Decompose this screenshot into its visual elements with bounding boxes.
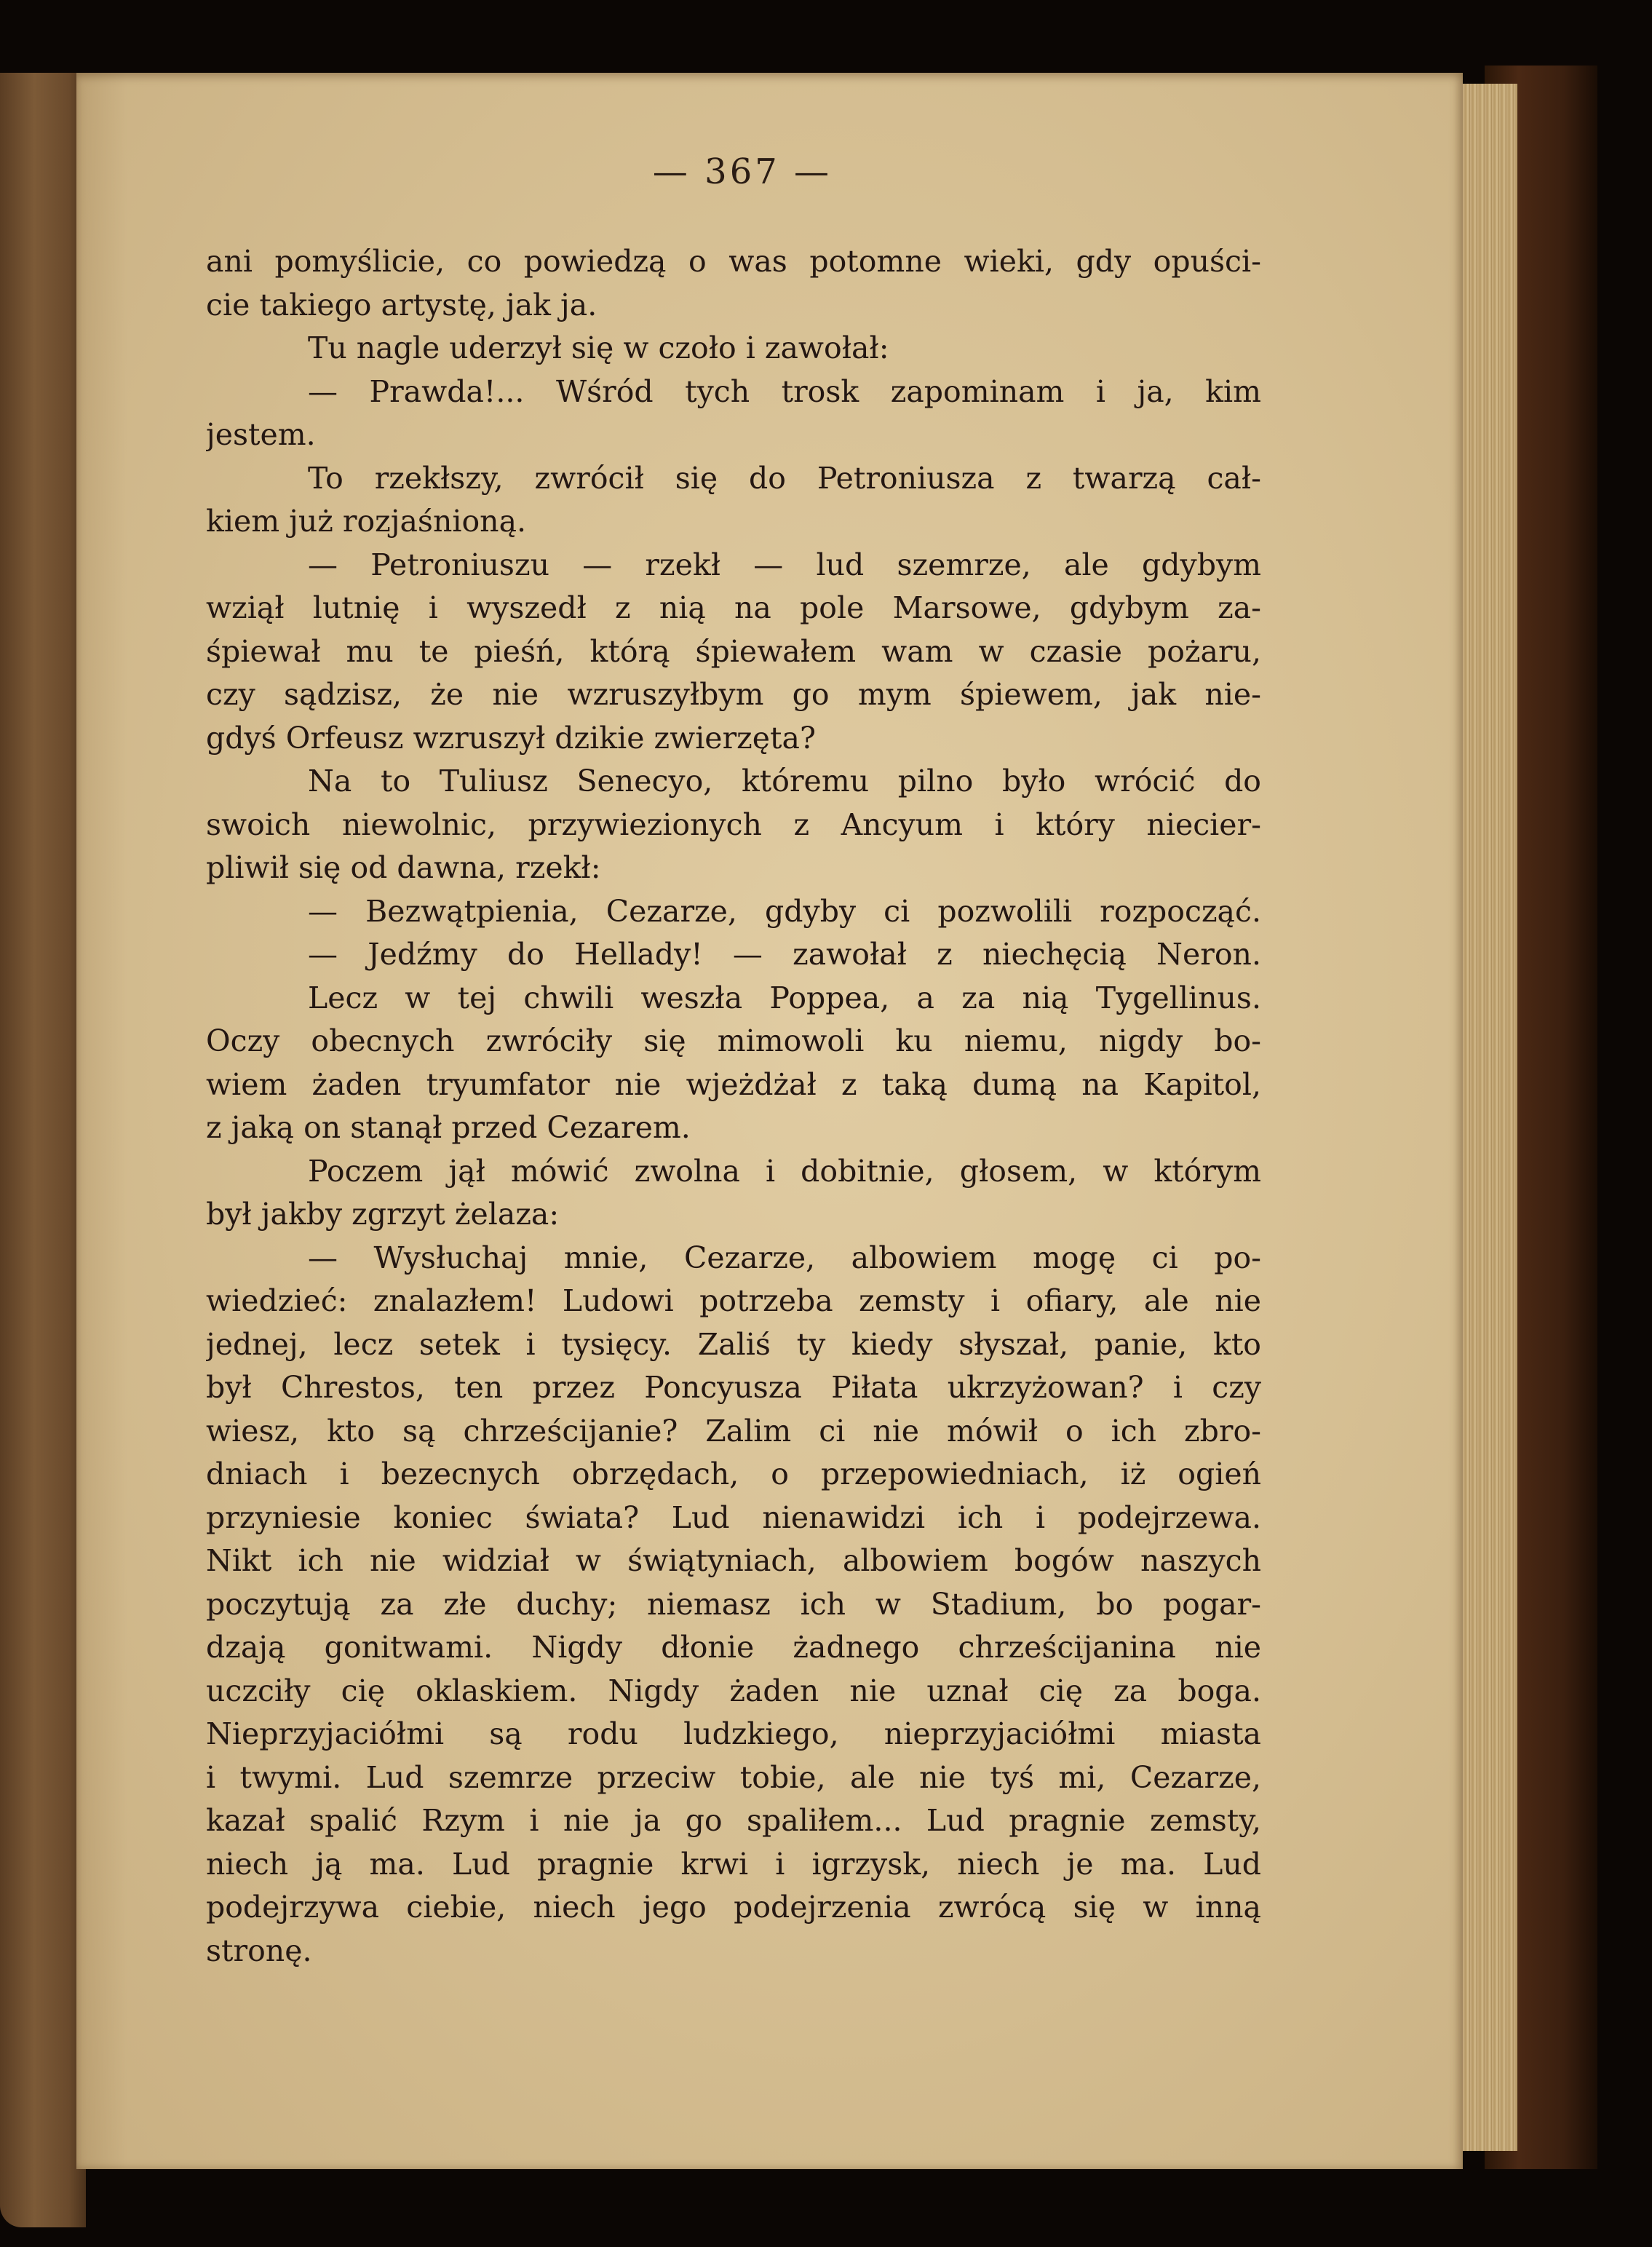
text-line: ani pomyślicie, co powiedzą o was potomne wieki, gdy opuści- <box>206 244 1261 279</box>
page-number: — 367 — <box>652 151 833 192</box>
text-line: kiem już rozjaśnioną. <box>206 504 527 539</box>
text-line: uczciły cię oklaskiem. Nigdy żaden nie uznał cię za boga. <box>206 1673 1261 1708</box>
text-line: Lecz w tej chwili weszła Poppea, a za nią Tygellinus. <box>308 980 1261 1015</box>
text-line: Na to Tuliusz Senecyo, któremu pilno było wrócić do <box>308 764 1261 798</box>
text-line: jednej, lecz setek i tysięcy. Zaliś ty kiedy słyszał, panie, kto <box>206 1326 1261 1362</box>
text-line: Nieprzyjaciółmi są rodu ludzkiego, nieprzyjaciółmi miasta <box>206 1716 1261 1751</box>
text-line: — Petroniuszu — rzekł — lud szemrze, ale gdybym <box>308 547 1261 582</box>
text-line: wiem żaden tryumfator nie wjeżdżał z taką dumą na Kapitol, <box>206 1066 1261 1102</box>
text-line: wiedzieć: znalazłem! Ludowi potrzeba zemsty i ofiary, ale nie <box>206 1283 1261 1318</box>
text-line: był jakby zgrzyt żelaza: <box>206 1197 560 1232</box>
text-line: niech ją ma. Lud pragnie krwi i igrzysk, niech je ma. Lud <box>206 1846 1261 1882</box>
text-line: dzają gonitwami. Nigdy dłonie żadnego chrześcijanina nie <box>206 1630 1261 1665</box>
text-line: — Bezwątpienia, Cezarze, gdyby ci pozwolili rozpocząć. <box>308 893 1261 929</box>
text-line: Tu nagle uderzył się w czoło i zawołał: <box>308 330 889 365</box>
text-line: — Jedźmy do Hellady! — zawołał z niechęcią Neron. <box>308 937 1261 972</box>
body-text <box>206 240 1261 1973</box>
text-line: — Prawda!... Wśród tych trosk zapominam i ja, kim <box>308 373 1261 409</box>
text-line: Poczem jął mówić zwolna i dobitnie, głosem, w którym <box>308 1153 1261 1189</box>
text-line: dniach i bezecnych obrzędach, o przepowiedniach, iż ogień <box>206 1457 1261 1491</box>
text-line: kazał spalić Rzym i nie ja go spaliłem... Lud pragnie zemsty, <box>206 1803 1261 1838</box>
text-line: Nikt ich nie widział w świątyniach, albowiem bogów naszych <box>206 1543 1261 1578</box>
text-line: cie takiego artystę, jak ja. <box>206 287 597 322</box>
text-line: poczytują za złe duchy; niemasz ich w Stadium, bo pogar- <box>206 1586 1261 1622</box>
text-line: wiesz, kto są chrześcijanie? Zalim ci nie mówił o ich zbro- <box>206 1413 1261 1449</box>
text-line: stronę. <box>206 1933 312 1968</box>
text-line: pliwił się od dawna, rzekł: <box>206 850 601 885</box>
text-line: — Wysłuchaj mnie, Cezarze, albowiem mogę ci po- <box>308 1240 1261 1275</box>
text-line: gdyś Orfeusz wzruszył dzikie zwierzęta? <box>206 720 816 756</box>
left-cover-edge <box>0 73 86 2227</box>
text-line: czy sądzisz, że nie wzruszyłbym go mym śpiewem, jak nie- <box>206 677 1261 712</box>
text-line: To rzekłszy, zwrócił się do Petroniusza z twarzą cał- <box>308 460 1261 496</box>
text-line: był Chrestos, ten przez Poncyusza Piłata ukrzyżowan? i czy <box>206 1370 1261 1405</box>
text-line: śpiewał mu te pieśń, którą śpiewałem wam w czasie pożaru, <box>206 633 1261 669</box>
text-line: wziął lutnię i wyszedł z nią na pole Marsowe, gdybym za- <box>206 590 1261 625</box>
text-line: przyniesie koniec świata? Lud nienawidzi ich i podejrzewa. <box>206 1499 1261 1535</box>
text-line: swoich niewolnic, przywiezionych z Ancyum i który niecier- <box>206 807 1261 842</box>
text-line: i twymi. Lud szemrze przeciw tobie, ale nie tyś mi, Cezarze, <box>206 1759 1261 1795</box>
text-line: z jaką on stanął przed Cezarem. <box>206 1110 691 1145</box>
text-line: Oczy obecnych zwróciły się mimowoli ku niemu, nigdy bo- <box>206 1023 1261 1058</box>
text-line: podejrzywa ciebie, niech jego podejrzenia zwrócą się w inną <box>206 1890 1261 1925</box>
text-line: jestem. <box>206 417 316 452</box>
